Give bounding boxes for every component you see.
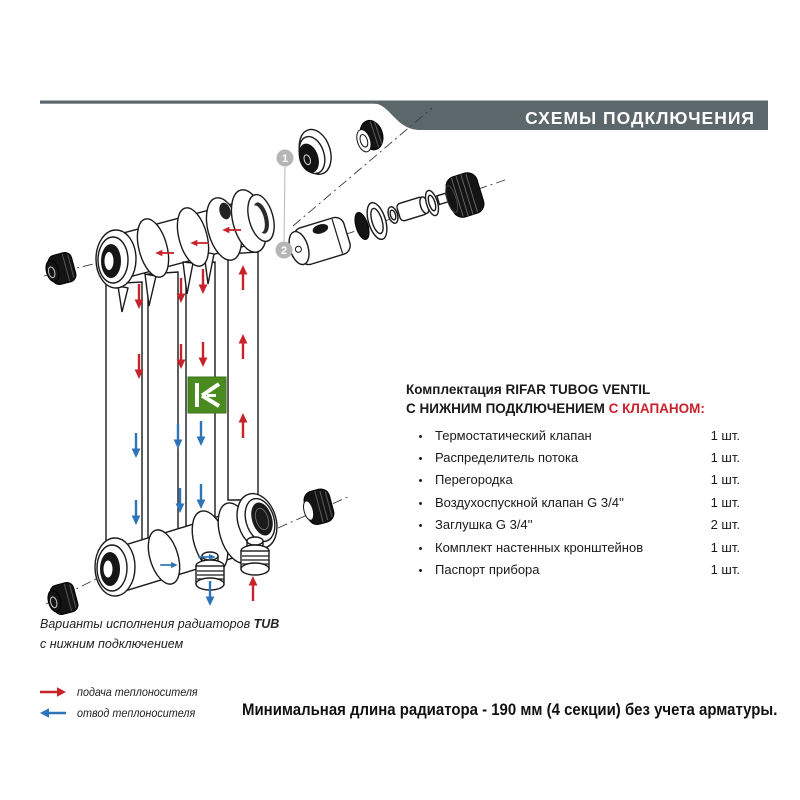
supply-arrow-icon [38, 686, 68, 698]
bullet [406, 517, 435, 532]
list-item: • Распределитель потока 1 шт. [406, 446, 740, 468]
valve-knob [441, 170, 486, 220]
cap-bottom-right [300, 487, 336, 527]
parts-list-title: Комплектация RIFAR TUBOG VENTIL [406, 382, 651, 397]
drawing-caption [40, 614, 279, 654]
parts-list [406, 380, 740, 581]
footer-note: Минимальная длина радиатора - 190 мм (4 секции) без учета арматуры. [242, 700, 778, 719]
legend-supply: подача теплоносителя [38, 681, 211, 702]
return-arrow-icon [38, 707, 68, 719]
flow-legend [38, 681, 211, 723]
caption-text: Варианты исполнения радиаторов [40, 617, 254, 631]
subtitle-black: С НИЖНИМ ПОДКЛЮЧЕНИЕМ [406, 401, 609, 416]
bullet [406, 540, 435, 555]
cap-top-left [43, 251, 78, 287]
bullet [406, 428, 435, 443]
caption-model: TUB [253, 617, 280, 631]
part-plug-assembly [291, 117, 386, 179]
bullet [406, 450, 435, 465]
page-title: СХЕМЫ ПОДКЛЮЧЕНИЯ [525, 108, 755, 128]
cap-bottom-left [45, 581, 80, 617]
part-valve-assembly [285, 170, 487, 269]
list-item: • Термостатический клапан 1 шт. [406, 424, 740, 446]
brand-k-logo [188, 377, 226, 413]
list-item: • Перегородка 1 шт. [406, 469, 740, 491]
list-item: • Заглушка G 3/4'' 2 шт. [406, 514, 740, 536]
callout-2-label: 2 [280, 245, 288, 257]
legend-return: отвод теплоносителя [38, 702, 211, 723]
list-item: • Комплект настенных кронштейнов 1 шт. [406, 536, 740, 558]
subtitle-red: С КЛАПАНОМ: [608, 401, 705, 416]
bullet [406, 495, 435, 510]
bullet [406, 562, 435, 577]
caption-line2: с нижним подключением [40, 637, 184, 651]
bullet [406, 472, 435, 487]
list-item: • Воздухоспускной клапан G 3/4'' 1 шт. [406, 491, 740, 513]
parts-list-subtitle [406, 399, 740, 418]
callout-1-label: 1 [281, 153, 289, 165]
list-item: • Паспорт прибора 1 шт. [406, 558, 740, 580]
